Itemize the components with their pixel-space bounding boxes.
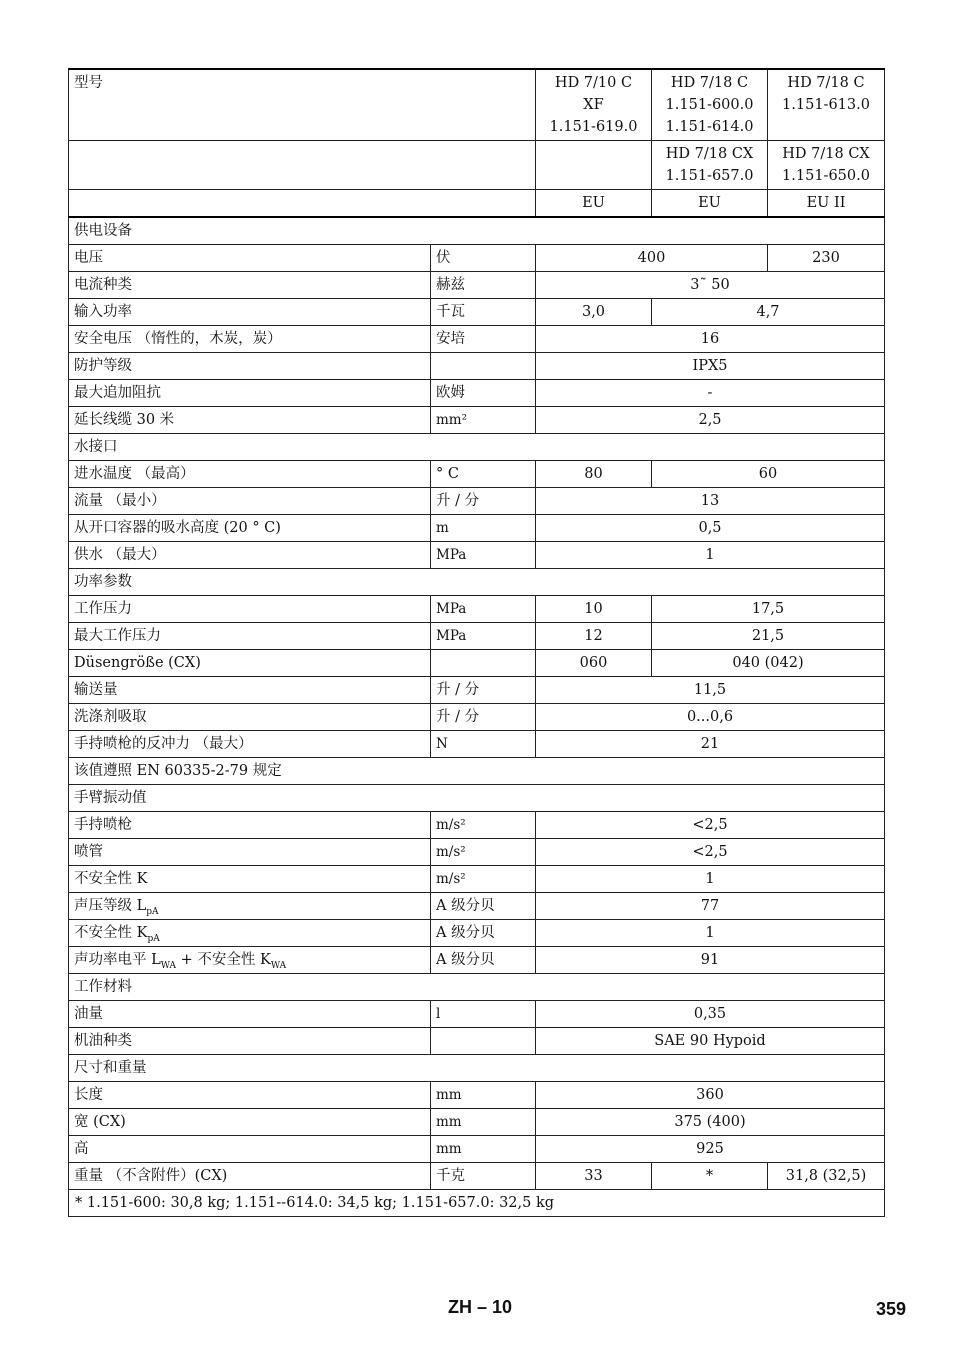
table-row: 手持喷枪 m/s² <2,5 [69, 812, 885, 839]
table-row: Düsengröße (CX) 060 040 (042) [69, 650, 885, 677]
table-row: 声压等级 $L_{pA}$ A 级分贝 77 [69, 893, 885, 920]
table-row: 不安全性 $K_{pA}$ A 级分贝 1 [69, 920, 885, 947]
page-number: 359 [876, 1299, 907, 1319]
table-row: 不安全性 K m/s² 1 [69, 866, 885, 893]
table-row: 最大工作压力 MPa 12 21,5 [69, 623, 885, 650]
table-row: 从开口容器的吸水高度 (20 ° C) m 0,5 [69, 515, 885, 542]
table-row: 进水温度 （最高） ° C 80 60 [69, 461, 885, 488]
table-row: 电压 伏 400 230 [69, 245, 885, 272]
model-col-1: HD 7/10 C XF 1.151-619.0 [536, 69, 652, 141]
model-col-2b: HD 7/18 CX 1.151-657.0 [652, 141, 768, 190]
header-row-cx [69, 141, 885, 190]
section-performance: 功率参数 [69, 569, 885, 596]
table-row: 工作压力 MPa 10 17,5 [69, 596, 885, 623]
table-row: 最大追加阻抗 欧姆 - [69, 380, 885, 407]
table-row: 电流种类 赫兹 3˜ 50 [69, 272, 885, 299]
section-materials: 工作材料 [69, 974, 885, 1001]
model-col-2: HD 7/18 C 1.151-600.0 1.151-614.0 [652, 69, 768, 141]
section-dimensions: 尺寸和重量 [69, 1055, 885, 1082]
table-row: 声功率电平 $L_{WA}$ + 不安全性 $K_{WA}$ A 级分贝 91 [69, 947, 885, 974]
footnote: * 1.151-600: 30,8 kg; 1.151--614.0: 34,5 kg; 1.151-657.0: 32,5 kg [69, 1190, 885, 1217]
section-water: 水接口 [69, 434, 885, 461]
table-row: 喷管 m/s² <2,5 [69, 839, 885, 866]
table-row: 防护等级 IPX5 [69, 353, 885, 380]
header-row-region: EU EU EU II [69, 190, 885, 218]
model-label: 型号 [69, 69, 536, 141]
table-row: 机油种类 SAE 90 Hypoid [69, 1028, 885, 1055]
table-row: 油量 l 0,35 [69, 1001, 885, 1028]
model-col-3: HD 7/18 C 1.151-613.0 [768, 69, 885, 141]
table-row: 输送量 升 / 分 11,5 [69, 677, 885, 704]
footnote-row [69, 1190, 885, 1217]
table-row: 输入功率 千瓦 3,0 4,7 [69, 299, 885, 326]
table-row: 安全电压 （惰性的，木炭，炭） 安培 16 [69, 326, 885, 353]
table-row: 延长线缆 30 米 mm² 2,5 [69, 407, 885, 434]
header-row-models [69, 69, 885, 141]
section-footer: ZH – 10 [448, 1297, 513, 1317]
standard-note-row: 该值遵照 EN 60335-2-79 规定 [69, 758, 885, 785]
table-row: 重量 （不含附件）(CX) 千克 33 * 31,8 (32,5) [69, 1163, 885, 1190]
table-row: 流量 （最小） 升 / 分 13 [69, 488, 885, 515]
spec-table [68, 68, 885, 1217]
table-row: 宽 (CX) mm 375 (400) [69, 1109, 885, 1136]
model-col-3b: HD 7/18 CX 1.151-650.0 [768, 141, 885, 190]
table-row: 手持喷枪的反冲力 （最大） N 21 [69, 731, 885, 758]
table-row: 长度 mm 360 [69, 1082, 885, 1109]
table-row: 高 mm 925 [69, 1136, 885, 1163]
table-row: 供水 （最大） MPa 1 [69, 542, 885, 569]
section-hand-arm: 手臂振动值 [69, 785, 885, 812]
section-power-supply: 供电设备 [69, 217, 885, 245]
table-row: 洗涤剂吸取 升 / 分 0...0,6 [69, 704, 885, 731]
